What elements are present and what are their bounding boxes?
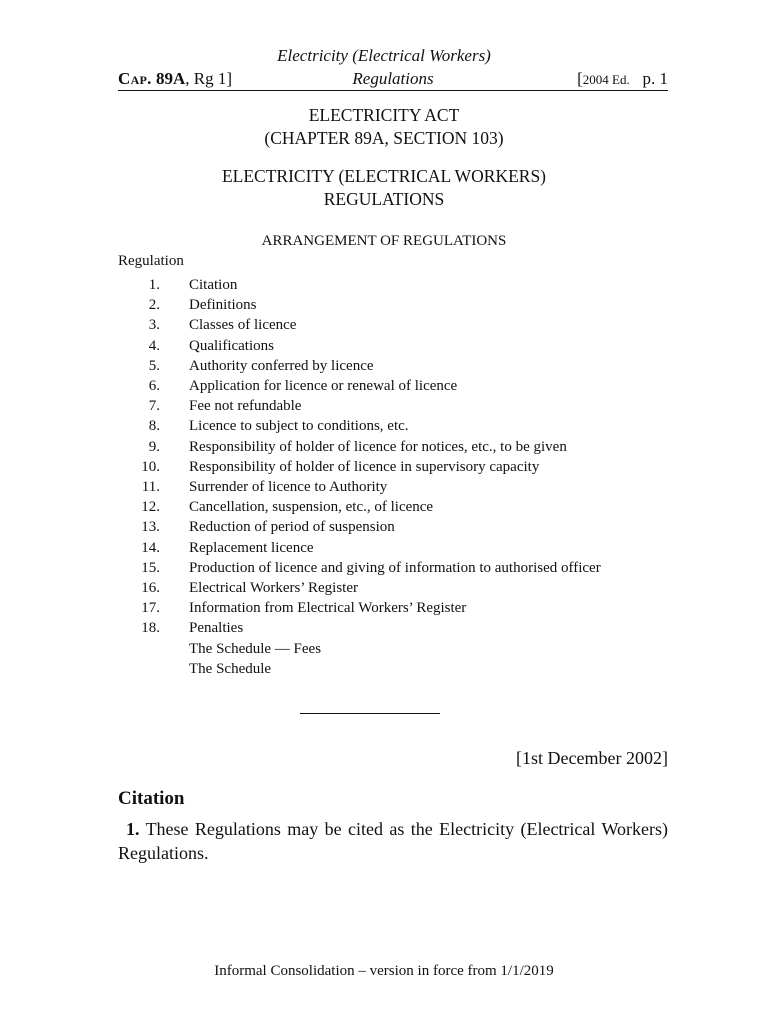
arrangement-item (118, 356, 678, 376)
arrangement-item (118, 295, 678, 315)
arrangement-item (118, 376, 678, 396)
arrangement-item-text: Definitions (189, 297, 257, 314)
arrangement-item (118, 517, 678, 537)
regulations-title-line1: ELECTRICITY (ELECTRICAL WORKERS) (221, 166, 547, 186)
arrangement-item-number: 18. (141, 620, 160, 637)
section-heading: Citation (118, 788, 185, 809)
arrangement-item-text: Information from Electrical Workers’ Register (189, 600, 467, 617)
footer-note: Informal Consolidation – version in force from 1/1/2019 (214, 963, 554, 979)
act-title-block (0, 104, 768, 150)
arrangement-item (118, 659, 678, 679)
regulations-title-line2: REGULATIONS (323, 189, 445, 209)
arrangement-item (118, 578, 678, 598)
arrangement-item (118, 336, 678, 356)
arrangement-item-number: 2. (148, 297, 160, 314)
arrangement-item-number: 15. (141, 559, 160, 576)
act-chapter: (CHAPTER 89A, SECTION 103) (264, 128, 504, 148)
arrangement-item (118, 558, 678, 578)
arrangement-item (118, 275, 678, 295)
arrangement-item-number: 5. (148, 357, 160, 374)
arrangement-item-number: 13. (141, 519, 160, 536)
divider-rule (300, 713, 440, 714)
running-header-title: Electricity (Electrical Workers) (277, 46, 491, 65)
arrangement-item (118, 639, 678, 659)
arrangement-item (118, 618, 678, 638)
arrangement-item-text: Penalties (189, 620, 244, 637)
arrangement-item-number: 16. (141, 580, 160, 597)
arrangement-item (118, 315, 678, 335)
arrangement-item-text: Electrical Workers’ Register (189, 580, 358, 597)
edition: 2004 Ed. (582, 72, 630, 87)
arrangement-item-text: Reduction of period of suspension (189, 519, 395, 536)
arrangement-item-text: Licence to subject to conditions, etc. (189, 418, 409, 435)
arrangement-item-text: Application for licence or renewal of licence (189, 378, 458, 395)
cap-label: Cap. (118, 69, 152, 88)
arrangement-item-number: 9. (148, 438, 160, 455)
arrangement-item-number: 8. (148, 418, 160, 435)
arrangement-item (118, 437, 678, 457)
arrangement-item-number: 7. (148, 398, 160, 415)
arrangement-item-text: Fee not refundable (189, 398, 302, 415)
arrangement-item-text: Responsibility of holder of licence in supervisory capacity (189, 458, 540, 475)
section-text: These Regulations may be cited as the Electricity (Electrical Workers) Regulations. (118, 819, 668, 863)
running-header-subtitle: Regulations (352, 69, 434, 88)
running-header (118, 68, 668, 91)
cap-number: 89A (155, 69, 186, 88)
arrangement-item-number: 17. (141, 600, 160, 617)
regulation-column-label: Regulation (118, 253, 184, 269)
arrangement-item-text: Production of licence and giving of information to authorised officer (189, 559, 601, 576)
arrangement-item (118, 477, 678, 497)
section-paragraph (118, 818, 668, 865)
arrangement-item (118, 416, 678, 436)
arrangement-item (118, 497, 678, 517)
edition-page (577, 69, 668, 89)
arrangement-item-text: Cancellation, suspension, etc., of licence (189, 499, 434, 516)
arrangement-item-text: The Schedule (189, 660, 272, 677)
arrangement-item-number: 4. (148, 337, 160, 354)
arrangement-item-text: Citation (189, 277, 238, 293)
arrangement-item (118, 457, 678, 477)
arrangement-item-number: 3. (148, 317, 160, 334)
arrangement-item (118, 396, 678, 416)
arrangement-item-text: Authority conferred by licence (189, 357, 374, 374)
arrangement-item-text: The Schedule — Fees (189, 640, 322, 657)
arrangement-item-number: 11. (141, 479, 160, 496)
arrangement-list (118, 275, 678, 679)
arrangement-heading: ARRANGEMENT OF REGULATIONS (261, 233, 507, 249)
arrangement-item-text: Classes of licence (189, 317, 297, 334)
edition-bracket: [ (577, 69, 583, 88)
cap-suffix: , Rg 1] (185, 69, 233, 88)
act-name: ELECTRICITY ACT (308, 105, 460, 125)
arrangement-item-number: 10. (141, 458, 160, 475)
regulations-title-block (0, 165, 768, 211)
arrangement-item-text: Replacement licence (189, 539, 314, 556)
arrangement-item-text: Responsibility of holder of licence for notices, etc., to be given (189, 438, 567, 455)
arrangement-item-text: Qualifications (189, 337, 274, 354)
arrangement-item-text: Surrender of licence to Authority (189, 479, 388, 496)
commencement-date: [1st December 2002] (516, 748, 668, 768)
arrangement-item-number: 1. (148, 277, 160, 293)
section-number: 1. (126, 819, 140, 839)
arrangement-item-number: 6. (148, 378, 160, 395)
arrangement-item-number: 14. (141, 539, 160, 556)
arrangement-item-number: 12. (141, 499, 160, 516)
arrangement-item (118, 538, 678, 558)
arrangement-item (118, 598, 678, 618)
page-number: p. 1 (642, 69, 668, 88)
